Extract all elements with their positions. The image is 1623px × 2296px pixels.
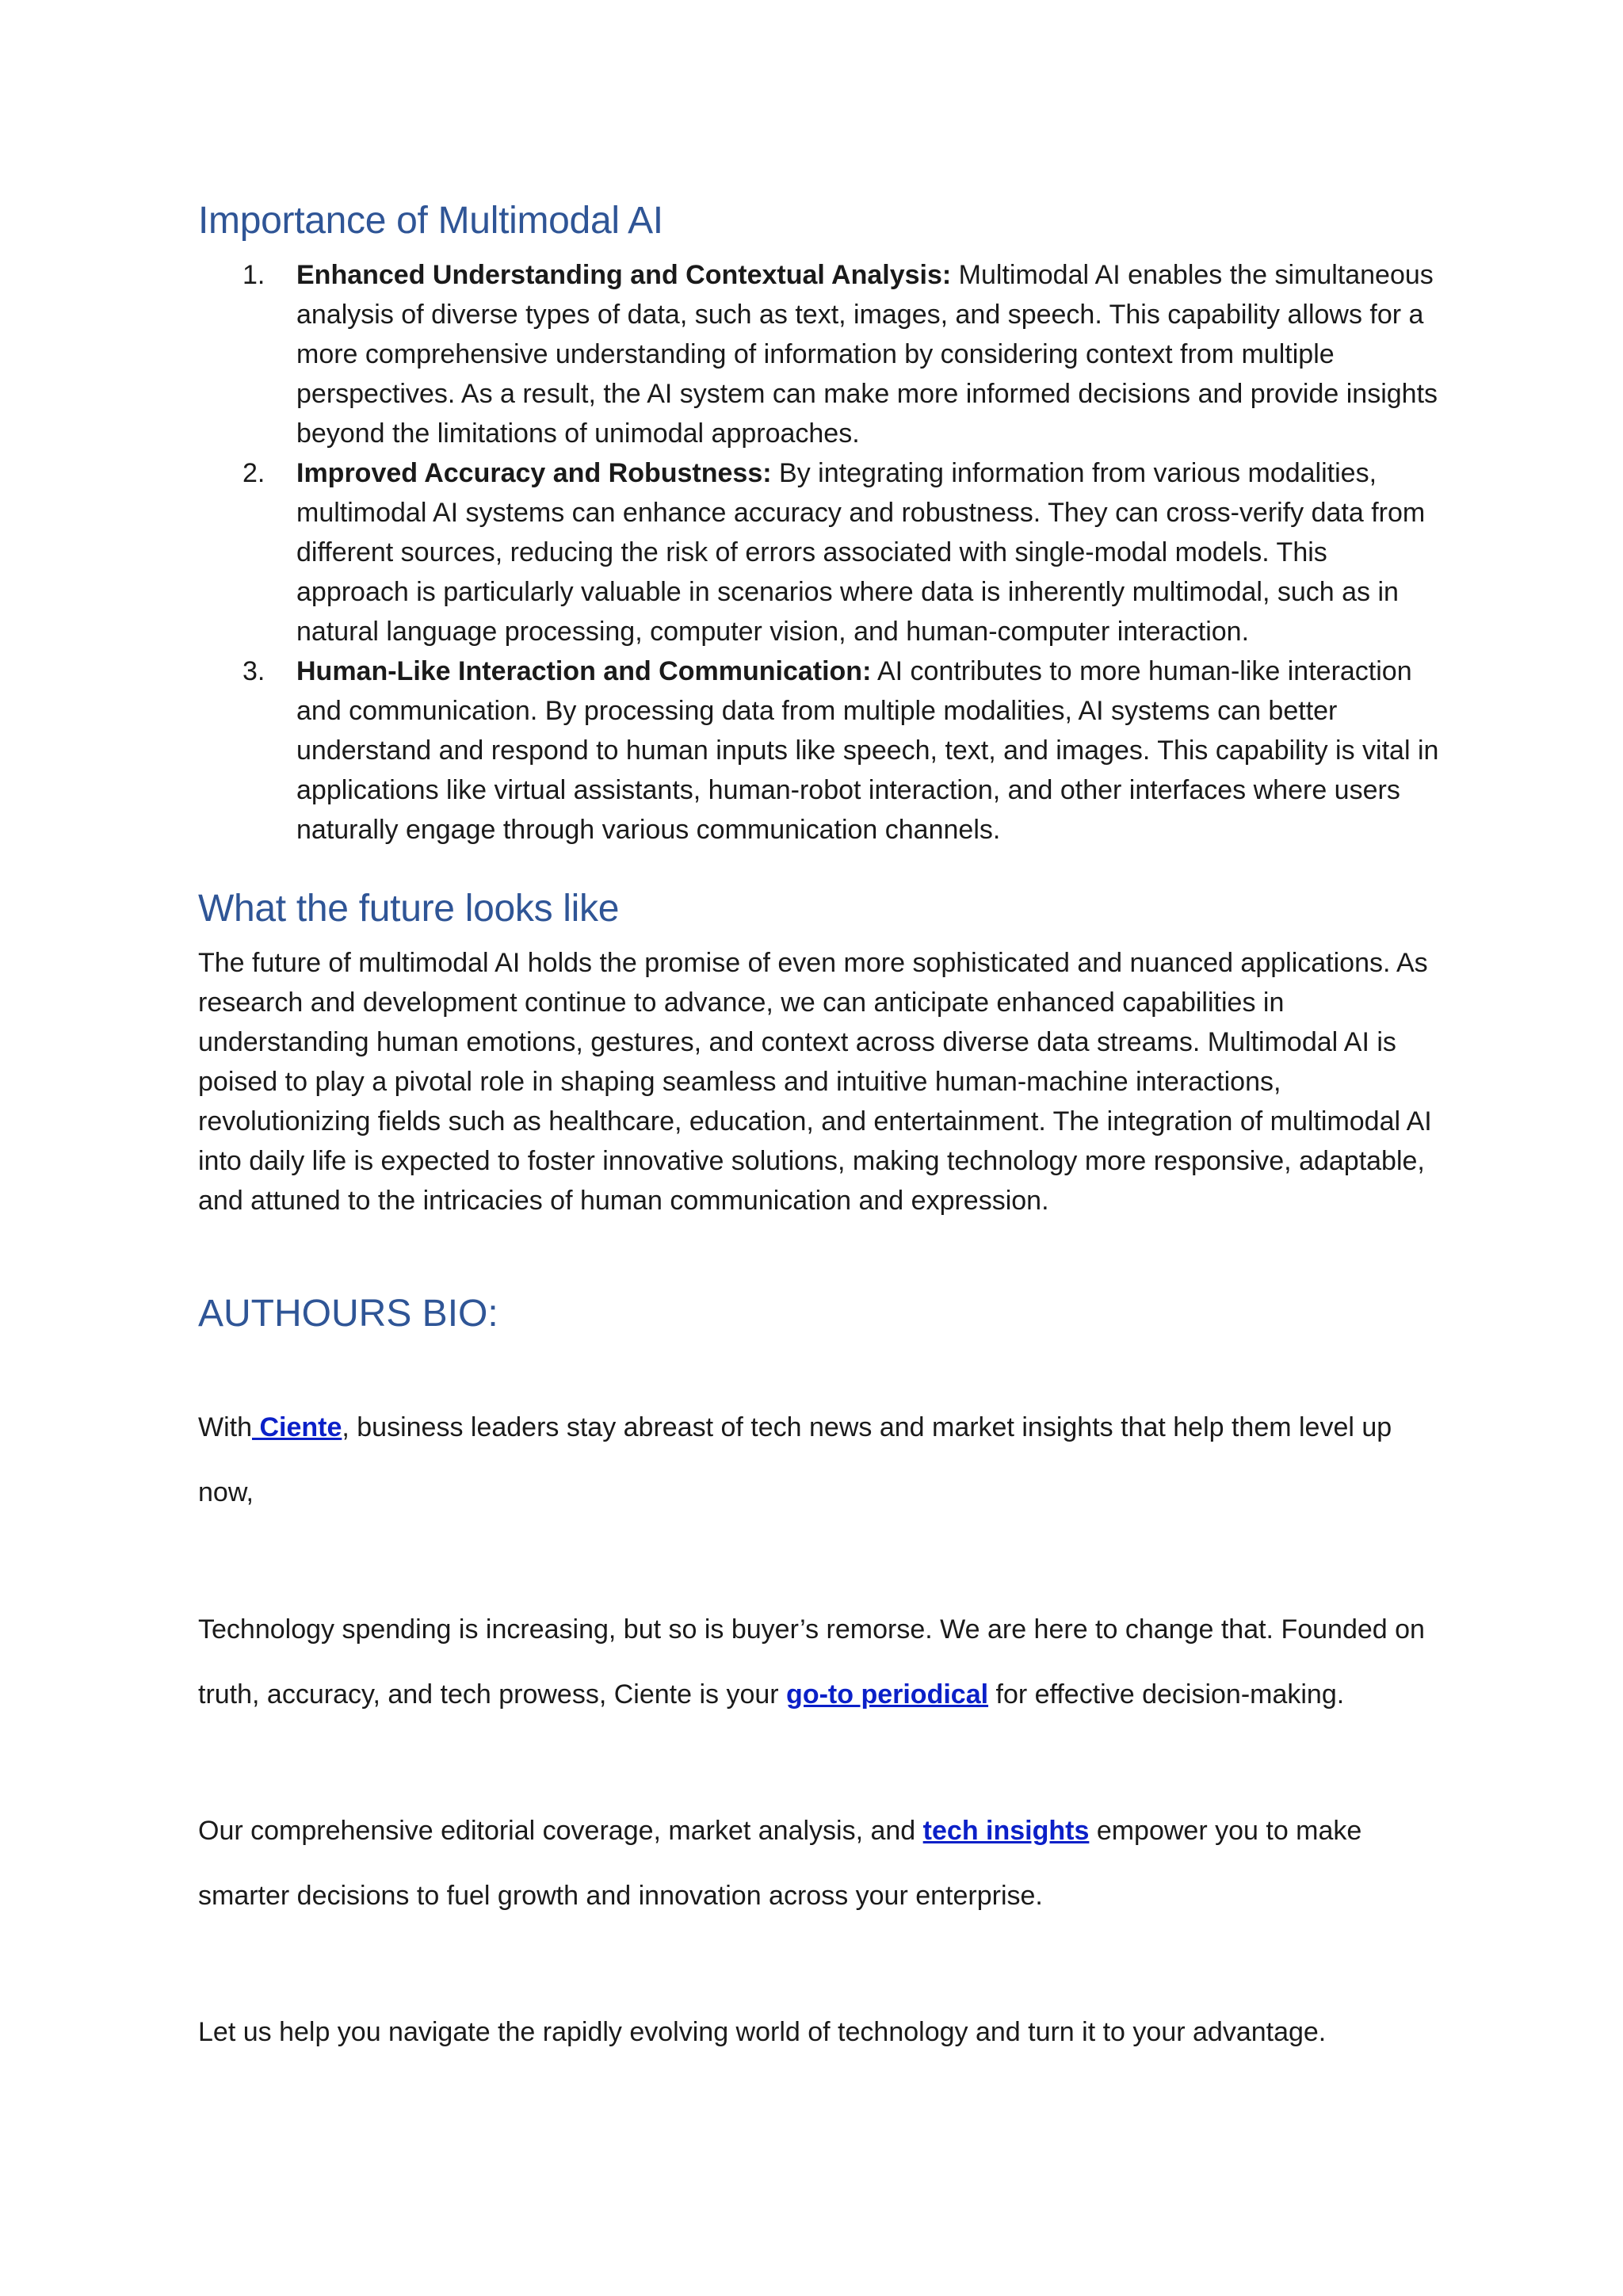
- future-paragraph: The future of multimodal AI holds the promise of even more sophisticated and nuanced applications. As research and development continue to advance, we can anticipate enhanced capabilities in understanding human emotions, gestures, and context across diverse data streams. Multimodal AI is poised to play a pivotal role in shaping seamless and intuitive human-machine interactions, revolutionizing fields such as healthcare, education, and entertainment. The integration of multimodal AI into daily life is expected to foster innovative solutions, making technology more responsive, adaptable, and attuned to the intricacies of human communication and expression.: [198, 948, 1432, 1216]
- importance-heading: Importance of Multimodal AI: [198, 200, 663, 242]
- future-heading: What the future looks like: [198, 888, 620, 930]
- list-item: [198, 651, 1442, 850]
- list-item: [198, 453, 1442, 651]
- list-item-number: 2.: [242, 458, 265, 488]
- list-item-title: Human-Like Interaction and Communication:: [296, 656, 872, 686]
- bio-p1-after: , business leaders stay abreast of tech news and market insights that help them level up now,: [198, 1412, 1392, 1507]
- ciente-link[interactable]: Ciente: [252, 1412, 342, 1442]
- list-item-number: 1.: [242, 260, 265, 290]
- list-item: [198, 255, 1442, 453]
- list-item-text: Multimodal AI enables the simultaneous analysis of diverse types of data, such as text, images, and speech. This capability allows for a more comprehensive understanding of information by considering context from multiple perspectives. As a result, the AI system can make more informed decisions and provide insights beyond the limitations of unimodal approaches.: [296, 260, 1438, 449]
- list-item-title: Enhanced Understanding and Contextual Analysis:: [296, 260, 952, 290]
- bio-p2-after: for effective decision-making.: [988, 1679, 1345, 1710]
- bio-p1-before: With: [198, 1412, 252, 1442]
- list-item-text: AI contributes to more human-like interaction and communication. By processing data from multiple modalities, AI systems can better understand and respond to human inputs like speech, text, and images. This capability is vital in applications like virtual assistants, human-robot interaction, and other interfaces where users naturally engage through various communication channels.: [296, 656, 1439, 845]
- bio-heading: AUTHOURS BIO:: [198, 1293, 498, 1335]
- bio-p2-before: Technology spending is increasing, but so is buyer’s remorse. We are here to change that. Founded on truth, accuracy, and tech prowess, Ciente is your: [198, 1614, 1425, 1710]
- bio-paragraph-1: [198, 1395, 1442, 1525]
- tech-insights-link[interactable]: tech insights: [922, 1816, 1090, 1846]
- go-to-periodical-link[interactable]: go-to periodical: [786, 1679, 989, 1710]
- bio-paragraph-2: [198, 1597, 1442, 1727]
- list-item-title: Improved Accuracy and Robustness:: [296, 458, 772, 488]
- bio-p3-before: Our comprehensive editorial coverage, market analysis, and: [198, 1816, 923, 1846]
- list-item-text: By integrating information from various modalities, multimodal AI systems can enhance accuracy and robustness. They can cross-verify data from different sources, reducing the risk of errors associated with single-modal models. This approach is particularly valuable in scenarios where data is inherently multimodal, such as in natural language processing, computer vision, and human-computer interaction.: [296, 458, 1426, 647]
- list-item-number: 3.: [242, 656, 265, 686]
- bio-p3-after: empower you to make smarter decisions to fuel growth and innovation across your enterprise.: [198, 1816, 1362, 1911]
- importance-list: [198, 255, 1442, 850]
- bio-paragraph-3: [198, 1798, 1442, 1928]
- bio-paragraph-4: Let us help you navigate the rapidly evolving world of technology and turn it to your advantage.: [198, 2017, 1327, 2047]
